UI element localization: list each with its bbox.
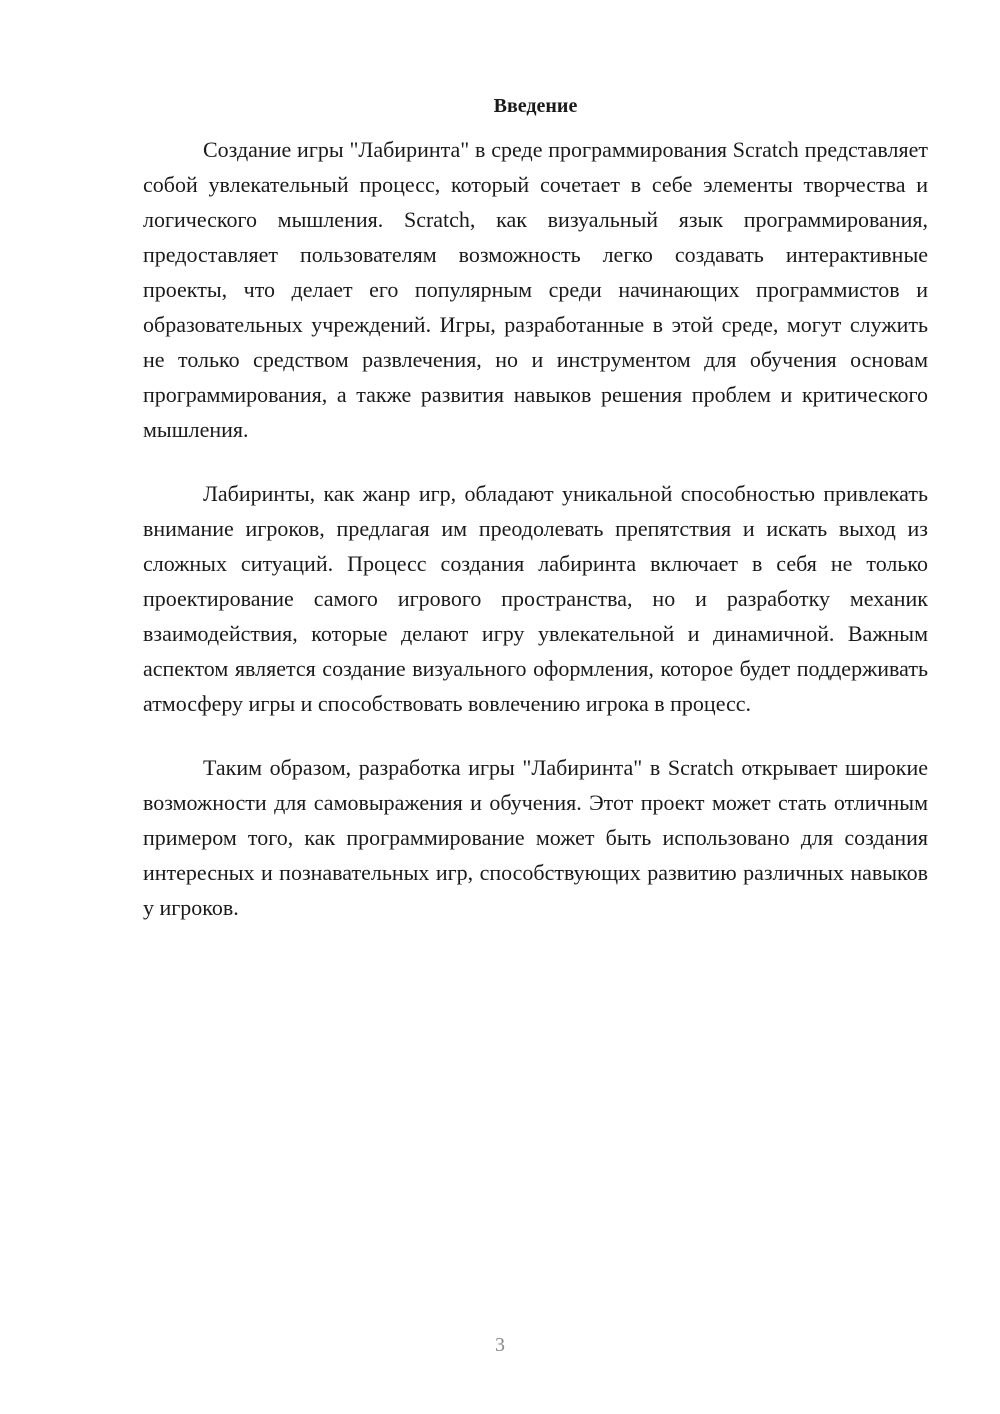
paragraph-labyrinths: Лабиринты, как жанр игр, обладают уникальной способностью привлекать внимание игроков, предлагая им преодолевать препятствия и искать выход из сложных ситуаций. Процесс создания лабиринта включает в себя не только проектирование самого игрового пространства, но и разработку механик взаимодействия, которые делают игру увлекательной и динамичной. Важным аспектом является создание визуального оформления, которое будет поддерживать атмосферу игры и способствовать вовлечению игрока в процесс. (143, 481, 928, 716)
page-number: 3 (495, 1334, 505, 1356)
paragraph-conclusion: Таким образом, разработка игры "Лабиринта" в Scratch открывает широкие возможности для самовыражения и обучения. Этот проект может стать отличным примером того, как программирование может быть использовано для создания интересных и познавательных игр, способствующих развитию различных навыков у игроков. (143, 755, 928, 920)
paragraph-intro: Создание игры "Лабиринта" в среде программирования Scratch представляет собой увлекательный процесс, который сочетает в себе элементы творчества и логического мышления. Scratch, как визуальный язык программирования, предоставляет пользователям возможность легко создавать интерактивные проекты, что делает его популярным среди начинающих программистов и образовательных учреждений. Игры, разработанные в этой среде, могут служить не только средством развлечения, но и инструментом для обучения основам программирования, а также развития навыков решения проблем и критического мышления. (143, 137, 928, 442)
page-content (143, 94, 928, 954)
section-title: Введение (493, 95, 578, 117)
